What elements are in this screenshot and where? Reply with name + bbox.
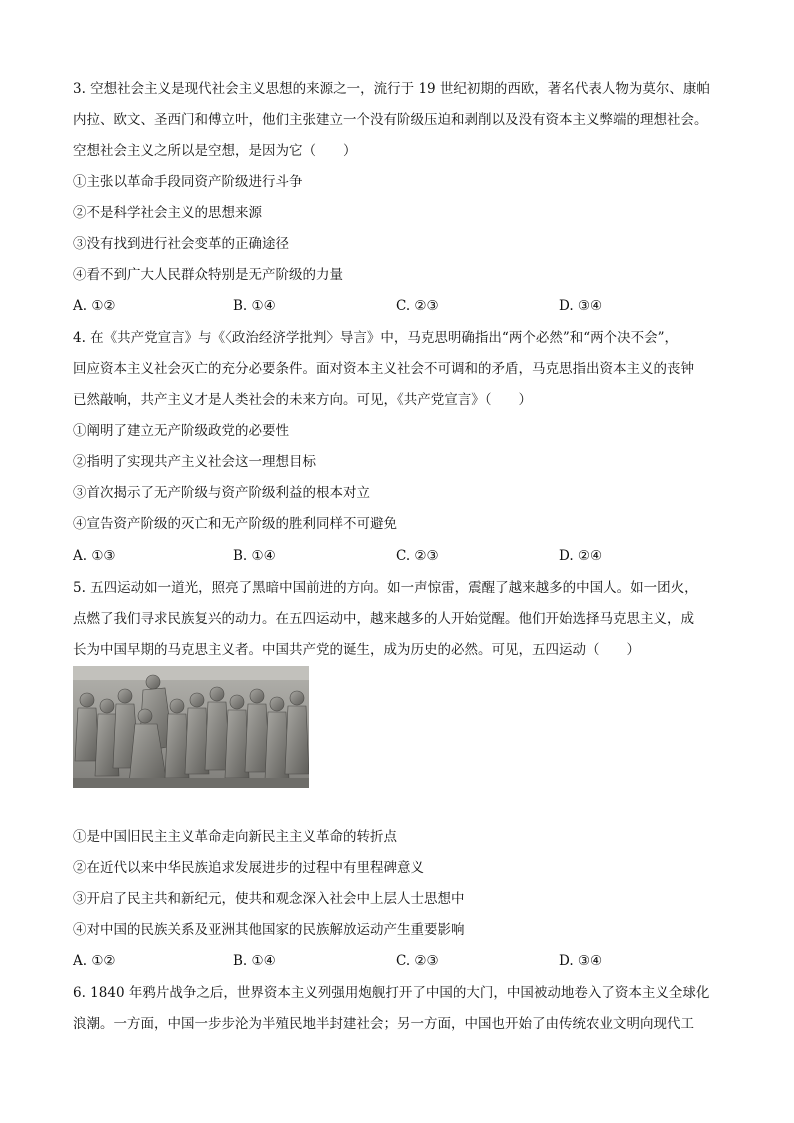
q4-stem-line-3: 已然敲响，共产主义才是人类社会的未来方向。可见，《共产党宣言》（ ） [73, 392, 532, 408]
q4-statement-1: ①阐明了建立无产阶级政党的必要性 [73, 423, 289, 439]
q5-option-b[interactable]: B. ①④ [233, 953, 276, 969]
q3-statement-4: ④看不到广大人民群众特别是无产阶级的力量 [73, 267, 343, 283]
q6-stem-line-1: 6. 1840 年鸦片战争之后，世界资本主义列强用炮舰打开了中国的大门，中国被动地卷入了资本主义全球化 [73, 985, 710, 1001]
q3-stem-line-3: 空想社会主义之所以是空想，是因为它（ ） [73, 143, 357, 159]
relief-sculpture-illustration [73, 666, 309, 788]
q5-stem-line-3: 长为中国早期的马克思主义者。中国共产党的诞生，成为历史的必然。可见，五四运动（ ） [73, 642, 640, 658]
q5-option-c[interactable]: C. ②③ [396, 953, 439, 969]
q3-statement-2: ②不是科学社会主义的思想来源 [73, 205, 262, 221]
q3-option-d[interactable]: D. ③④ [559, 298, 603, 314]
q5-statement-1: ①是中国旧民主主义革命走向新民主主义革命的转折点 [73, 829, 397, 845]
q3-statement-1: ①主张以革命手段同资产阶级进行斗争 [73, 174, 303, 190]
q3-stem-line-2: 内拉、欧文、圣西门和傅立叶，他们主张建立一个没有阶级压迫和剥削以及没有资本主义弊端的理想社会。 [73, 112, 708, 128]
q5-statement-4: ④对中国的民族关系及亚洲其他国家的民族解放运动产生重要影响 [73, 922, 465, 938]
q4-statement-4: ④宣告资产阶级的灭亡和无产阶级的胜利同样不可避免 [73, 516, 397, 532]
q6-stem-line-2: 浪潮。一方面，中国一步步沦为半殖民地半封建社会；另一方面，中国也开始了由传统农业文明向现代工 [73, 1016, 694, 1032]
q4-option-a[interactable]: A. ①③ [73, 548, 116, 564]
q5-statement-3: ③开启了民主共和新纪元，使共和观念深入社会中上层人士思想中 [73, 891, 465, 907]
q4-option-d[interactable]: D. ②④ [559, 548, 603, 564]
q5-stem-line-2: 点燃了我们寻求民族复兴的动力。在五四运动中，越来越多的人开始觉醒。他们开始选择马克思主义，成 [73, 611, 694, 627]
q4-statement-3: ③首次揭示了无产阶级与资产阶级利益的根本对立 [73, 485, 370, 501]
q3-stem-line-1: 3. 空想社会主义是现代社会主义思想的来源之一，流行于 19 世纪初期的西欧，著名代表人物为莫尔、康帕 [73, 81, 710, 97]
q3-option-a[interactable]: A. ①② [73, 298, 116, 314]
q3-statement-3: ③没有找到进行社会变革的正确途径 [73, 236, 289, 252]
q3-option-c[interactable]: C. ②③ [396, 298, 439, 314]
q3-option-b[interactable]: B. ①④ [233, 298, 276, 314]
q5-stem-line-1: 5. 五四运动如一道光，照亮了黑暗中国前进的方向。如一声惊雷，震醒了越来越多的中国人。如一团火， [73, 580, 698, 596]
q5-option-d[interactable]: D. ③④ [559, 953, 603, 969]
may-fourth-relief-image [73, 666, 309, 788]
q5-statement-2: ②在近代以来中华民族追求发展进步的过程中有里程碑意义 [73, 860, 424, 876]
q4-option-b[interactable]: B. ①④ [233, 548, 276, 564]
q4-option-c[interactable]: C. ②③ [396, 548, 439, 564]
q5-option-a[interactable]: A. ①② [73, 953, 116, 969]
q4-stem-line-2: 回应资本主义社会灭亡的充分必要条件。面对资本主义社会不可调和的矛盾，马克思指出资本主义的丧钟 [73, 361, 694, 377]
q4-statement-2: ②指明了实现共产主义社会这一理想目标 [73, 454, 316, 470]
q4-stem-line-1: 4. 在《共产党宣言》与《〈政治经济学批判〉导言》中，马克思明确指出“两个必然”和“两个决不会”， [73, 330, 679, 346]
